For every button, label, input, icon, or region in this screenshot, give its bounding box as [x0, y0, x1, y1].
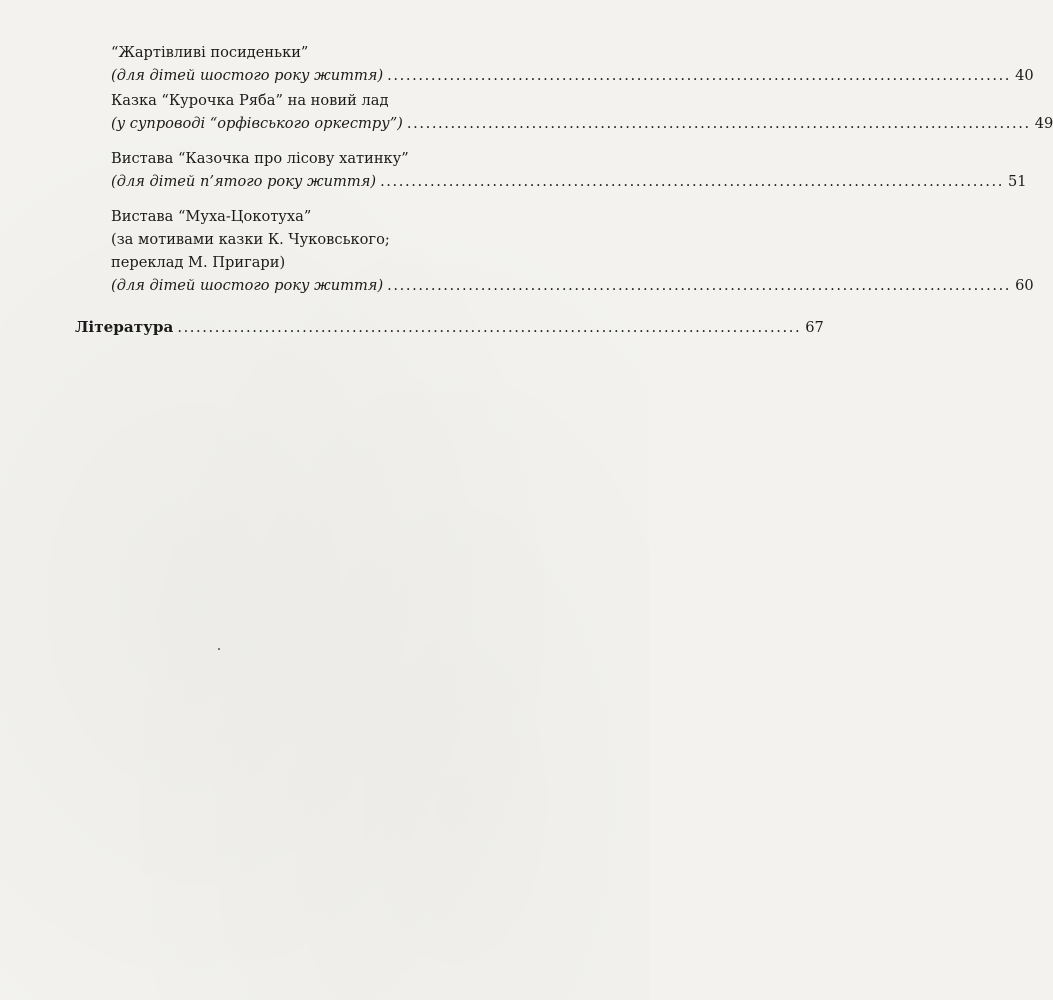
entry-title: Вистава “Муха-Цокотуха” — [111, 208, 312, 225]
toc-entry-mukha-tsokotukha[interactable] — [111, 205, 1034, 297]
literature-label: Література — [75, 318, 174, 336]
page-number: 67 — [805, 319, 824, 336]
paper-speck — [218, 648, 220, 650]
entry-subtitle: (у супроводі “орфівського оркестру”) — [111, 115, 403, 132]
entry-title: Вистава “Казочка про лісову хатинку” — [111, 150, 409, 167]
toc-entry-literatura[interactable] — [75, 316, 824, 339]
entry-title: Казка “Курочка Ряба” на новий лад — [111, 92, 389, 109]
page-number: 51 — [1007, 173, 1027, 190]
entry-subtitle: (для дітей шостого року життя) — [111, 277, 384, 294]
dot-leader: .................................................................................................... — [406, 115, 1031, 132]
dot-leader: .................................................................................................... — [387, 277, 1012, 294]
entry-subtitle: (для дітей п’ятого року життя) — [111, 173, 377, 190]
entry-note: (за мотивами казки К. Чуковського; — [111, 231, 390, 248]
toc-entry-kurochka-ryaba[interactable] — [111, 89, 1053, 135]
page-number: 49 — [1034, 115, 1053, 132]
toc-entry-zhartivlyvi[interactable] — [111, 41, 1034, 87]
entry-title: “Жартівливі посиденьки” — [111, 44, 309, 61]
dot-leader: .................................................................................................... — [380, 173, 1004, 190]
dot-leader: .................................................................................................... — [177, 319, 802, 336]
entry-subtitle: (для дітей шостого року життя) — [111, 67, 384, 84]
page-number: 40 — [1015, 67, 1034, 84]
page-number: 60 — [1015, 277, 1034, 294]
toc-entry-lisova-khatynka[interactable] — [111, 147, 1027, 193]
entry-note: переклад М. Пригари) — [111, 254, 286, 271]
dot-leader: .................................................................................................... — [387, 67, 1012, 84]
